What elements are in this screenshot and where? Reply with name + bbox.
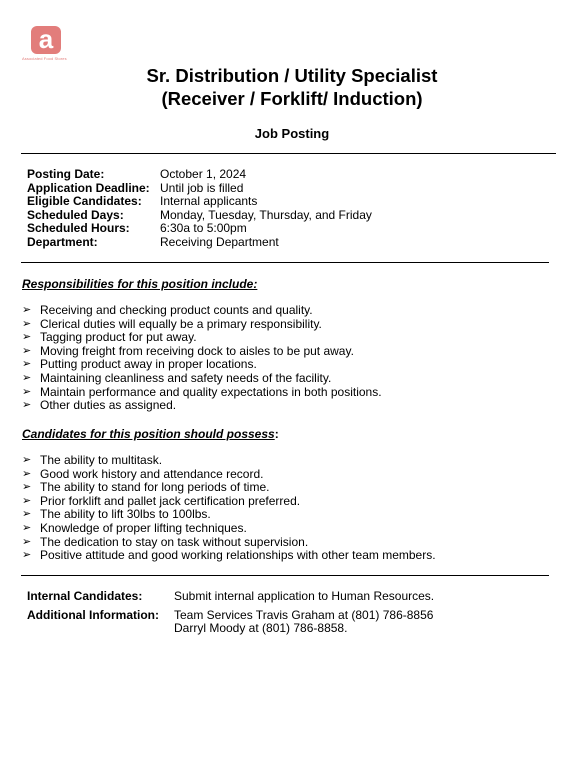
list-item-text: Moving freight from receiving dock to aisles to be put away. — [40, 343, 354, 358]
page-title — [0, 64, 584, 110]
contact-info — [27, 590, 434, 641]
divider-bottom — [21, 575, 549, 576]
contact-row-internal — [27, 590, 434, 604]
list-item-text: Maintain performance and quality expectations in both positions. — [40, 384, 382, 399]
list-item-text: Good work history and attendance record. — [40, 466, 264, 481]
candidates-heading — [22, 427, 279, 441]
contact-value — [174, 609, 433, 636]
candidates-heading-colon: : — [274, 427, 279, 441]
info-value: Monday, Tuesday, Thursday, and Friday — [160, 207, 372, 222]
responsibilities-heading — [22, 277, 257, 291]
divider-top — [21, 153, 556, 154]
list-item-text: Knowledge of proper lifting techniques. — [40, 520, 247, 535]
info-row-eligible — [27, 195, 372, 209]
candidates-heading-text: Candidates for this position should possess — [22, 427, 275, 441]
info-row-posting-date — [27, 168, 372, 182]
arrow-bullet-icon: ➢ — [22, 304, 32, 316]
arrow-bullet-icon: ➢ — [22, 467, 32, 480]
list-item-text: Clerical duties will equally be a primary responsibility. — [40, 316, 322, 331]
info-label: Scheduled Hours: — [27, 221, 130, 235]
contact-value: Submit internal application to Human Resources. — [174, 589, 435, 603]
arrow-bullet-icon: ➢ — [22, 508, 32, 521]
arrow-bullet-icon: ➢ — [22, 358, 32, 371]
list-item — [22, 481, 436, 495]
list-item — [22, 304, 382, 318]
list-item — [22, 358, 382, 372]
list-item-text: Other duties as assigned. — [40, 398, 177, 413]
posting-info — [27, 168, 372, 249]
list-item — [22, 536, 436, 550]
page-subtitle: Job Posting — [254, 126, 330, 141]
divider-middle — [21, 262, 549, 263]
arrow-bullet-icon: ➢ — [22, 344, 32, 357]
info-value: October 1, 2024 — [160, 167, 247, 181]
logo-glyph: a — [38, 23, 54, 54]
list-item — [22, 522, 436, 536]
list-item-text: Maintaining cleanliness and safety needs of the facility. — [40, 370, 332, 385]
list-item — [22, 468, 436, 482]
list-item — [22, 508, 436, 522]
info-value: Internal applicants — [160, 194, 258, 208]
arrow-bullet-icon: ➢ — [22, 454, 32, 466]
arrow-bullet-icon: ➢ — [22, 494, 32, 507]
arrow-bullet-icon: ➢ — [22, 399, 32, 412]
responsibilities-list — [22, 304, 382, 413]
list-item — [22, 372, 382, 386]
list-item — [22, 399, 382, 413]
contact-line: Darryl Moody at (801) 786-8858. — [174, 621, 348, 635]
list-item — [22, 454, 436, 468]
info-value: Receiving Department — [160, 234, 279, 249]
info-label: Department: — [27, 234, 98, 249]
list-item-text: The ability to stand for long periods of time. — [40, 480, 270, 495]
list-item — [22, 549, 436, 563]
list-item-text: Putting product away in proper locations. — [40, 357, 257, 372]
arrow-bullet-icon: ➢ — [22, 385, 32, 398]
arrow-bullet-icon: ➢ — [22, 317, 32, 330]
info-label: Eligible Candidates: — [27, 194, 142, 208]
title-line-2: (Receiver / Forklift/ Induction) — [161, 88, 423, 109]
logo-text: Associated Food Stores — [22, 56, 67, 61]
info-label: Scheduled Days: — [27, 207, 124, 222]
list-item-text: The ability to lift 30lbs to 100lbs. — [40, 507, 211, 522]
list-item — [22, 345, 382, 359]
info-label: Application Deadline: — [27, 180, 150, 195]
list-item-text: The ability to multitask. — [40, 453, 163, 467]
list-item-text: Positive attitude and good working relationships with other team members. — [40, 548, 436, 563]
list-item — [22, 318, 382, 332]
candidates-list — [22, 454, 436, 563]
info-row-department — [27, 236, 372, 250]
arrow-bullet-icon: ➢ — [22, 521, 32, 534]
info-row-days — [27, 209, 372, 223]
list-item — [22, 386, 382, 400]
logo-icon — [31, 23, 61, 54]
arrow-bullet-icon: ➢ — [22, 549, 32, 562]
list-item — [22, 331, 382, 345]
contact-label: Additional Information: — [27, 607, 159, 622]
info-value: 6:30a to 5:00pm — [160, 221, 247, 235]
info-value: Until job is filled — [160, 180, 244, 195]
list-item-text: The dedication to stay on task without supervision. — [40, 534, 309, 549]
arrow-bullet-icon: ➢ — [22, 535, 32, 548]
info-row-deadline — [27, 182, 372, 196]
list-item-text: Prior forklift and pallet jack certification preferred. — [40, 493, 301, 508]
info-label: Posting Date: — [27, 167, 105, 181]
list-item — [22, 495, 436, 509]
responsibilities-heading-text: Responsibilities for this position include: — [22, 277, 258, 291]
contact-line: Team Services Travis Graham at (801) 786-8856 — [174, 607, 434, 622]
arrow-bullet-icon: ➢ — [22, 371, 32, 384]
title-line-1: Sr. Distribution / Utility Specialist — [146, 65, 438, 86]
contact-label: Internal Candidates: — [27, 589, 143, 603]
arrow-bullet-icon: ➢ — [22, 481, 32, 494]
arrow-bullet-icon: ➢ — [22, 331, 32, 344]
list-item-text: Receiving and checking product counts and quality. — [40, 303, 313, 317]
info-row-hours — [27, 222, 372, 236]
company-logo — [22, 23, 72, 61]
list-item-text: Tagging product for put away. — [40, 330, 197, 345]
contact-row-additional — [27, 609, 434, 636]
